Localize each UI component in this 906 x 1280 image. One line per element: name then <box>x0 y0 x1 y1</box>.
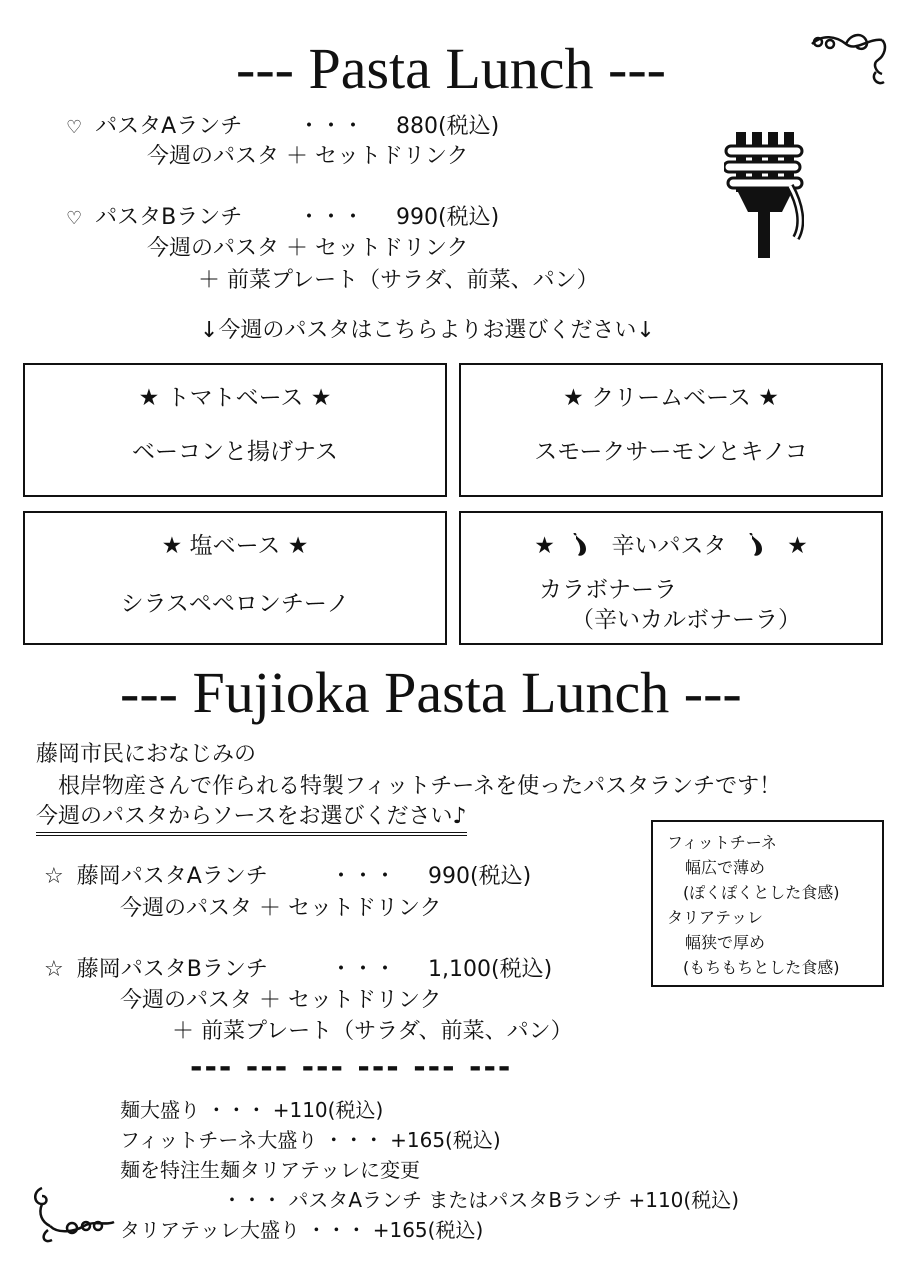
heart-marker: ♡ <box>66 208 83 229</box>
box-heading: ★ クリームベース ★ <box>563 385 779 411</box>
pasta-b-price: 990(税込) <box>396 205 500 230</box>
pasta-a-contents: 今週のパスタ ＋ セットドリンク <box>147 144 469 169</box>
spicy-heading-text: 辛いパスタ <box>611 533 727 559</box>
noodle-info-box <box>651 820 884 987</box>
pasta-b-contents: 今週のパスタ ＋ セットドリンク <box>147 236 469 261</box>
option-large-noodles: 麺大盛り ・・・ +110(税込) <box>120 1098 384 1122</box>
fujioka-a-price: 990(税込) <box>428 864 532 889</box>
fujioka-b-dots: ・・・ <box>330 957 397 982</box>
pasta-lunch-title: --- Pasta Lunch --- <box>236 36 666 101</box>
star-right: ★ <box>787 533 808 559</box>
flourish-ornament-icon <box>28 1182 118 1244</box>
box-dish: シラスペペロンチーノ <box>120 591 350 617</box>
pasta-a-price: 880(税込) <box>396 114 500 139</box>
tagliatelle-label: タリアテッレ <box>667 908 764 927</box>
fujioka-a-name: 藤岡パスタAランチ <box>76 864 268 889</box>
star-marker: ☆ <box>44 957 64 982</box>
fujioka-b-price: 1,100(税込) <box>428 957 553 982</box>
intro-line-2: 根岸物産さんで作られる特製フィットチーネを使ったパスタランチです！ <box>58 774 782 799</box>
box-heading: ★ 塩ベース ★ <box>161 533 309 559</box>
fettuccine-desc: 幅広で薄め <box>685 858 766 877</box>
option-large-fettuccine: フィットチーネ大盛り ・・・ +165(税込) <box>120 1128 501 1152</box>
tagliatelle-texture: (もちもちとした食感) <box>683 958 840 977</box>
box-dish-note: （辛いカルボナーラ） <box>571 607 801 633</box>
menu-box-salt <box>23 511 447 645</box>
fujioka-b-contents: 今週のパスタ ＋ セットドリンク <box>120 988 442 1013</box>
heart-marker: ♡ <box>66 117 83 138</box>
pasta-b-contents-extra: ＋ 前菜プレート（サラダ、前菜、パン） <box>198 268 599 293</box>
fettuccine-label: フィットチーネ <box>667 833 777 852</box>
menu-box-tomato <box>23 363 447 497</box>
box-heading: ★ トマトベース ★ <box>138 385 332 411</box>
fettuccine-texture: (ぽくぽくとした食感) <box>683 883 840 902</box>
fujioka-b-name: 藤岡パスタBランチ <box>76 957 268 982</box>
fork-with-pasta-icon <box>724 128 804 260</box>
box-dish: ベーコンと揚げナス <box>131 439 339 465</box>
pasta-a-dots: ・・・ <box>298 114 365 139</box>
pasta-b-row <box>66 205 242 231</box>
box-dish: カラボナーラ <box>539 577 677 603</box>
menu-box-cream <box>459 363 883 497</box>
flourish-ornament-icon <box>806 30 890 88</box>
choose-pasta-notice: ↓今週のパスタはこちらよりお選びください↓ <box>200 318 655 343</box>
fujioka-b-contents-extra: ＋ 前菜プレート（サラダ、前菜、パン） <box>172 1019 573 1044</box>
option-large-tagliatelle: タリアテッレ大盛り ・・・ +165(税込) <box>120 1218 484 1242</box>
pasta-a-name: パスタAランチ <box>95 114 243 139</box>
intro-line-1: 藤岡市民におなじみの <box>36 742 257 767</box>
tagliatelle-desc: 幅狭で厚め <box>685 933 766 952</box>
fujioka-a-row <box>44 864 268 890</box>
pasta-a-row <box>66 114 242 140</box>
box-dish: スモークサーモンとキノコ <box>534 439 808 465</box>
box-heading <box>461 527 881 560</box>
option-change-tagliatelle-price: ・・・ パスタAランチ またはパスタBランチ +110(税込) <box>222 1188 740 1212</box>
pasta-b-name: パスタBランチ <box>95 205 243 230</box>
pasta-b-dots: ・・・ <box>298 205 365 230</box>
menu-box-spicy <box>459 511 883 645</box>
fujioka-pasta-lunch-title: --- Fujioka Pasta Lunch --- <box>120 660 742 725</box>
fujioka-a-dots: ・・・ <box>330 864 397 889</box>
star-left: ★ <box>534 533 555 559</box>
intro-line-3: 今週のパスタからソースをお選びください♪ <box>36 804 467 836</box>
star-marker: ☆ <box>44 864 64 889</box>
separator-dashes: --- --- --- --- --- --- <box>190 1050 513 1085</box>
chili-pepper-icon <box>572 533 590 557</box>
option-change-tagliatelle: 麺を特注生麺タリアテッレに変更 <box>120 1158 420 1182</box>
fujioka-b-row <box>44 957 268 983</box>
fujioka-a-contents: 今週のパスタ ＋ セットドリンク <box>120 896 442 921</box>
chili-pepper-icon <box>748 533 766 557</box>
